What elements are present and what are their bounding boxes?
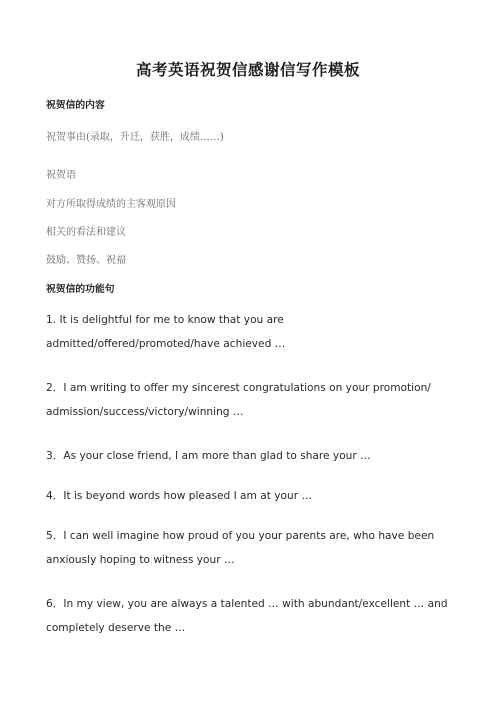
section-heading-phrases: 祝贺信的功能句 — [46, 284, 115, 295]
content-item: 祝贺事由(录取，升迁，获胜，成绩……) — [46, 132, 224, 143]
document-title: 高考英语祝贺信感谢信写作模板 — [135, 61, 360, 79]
section-heading-content: 祝贺信的内容 — [46, 100, 105, 111]
content-item: 祝贺语 — [46, 170, 76, 181]
phrase-item: 3．As your close friend, I am more than glad to share your … — [46, 450, 371, 462]
content-item: 相关的看法和建议 — [46, 227, 126, 238]
phrase-item: 1. It is delightful for me to know that you are admitted/offered/promoted/have achieved … — [46, 314, 286, 350]
phrase-item: 6．In my view, you are always a talented … with abundant/excellent … and completely deserve the … — [46, 598, 448, 634]
phrase-item: 2．I am writing to offer my sincerest congratulations on your promotion/ admission/success/victory/winning … — [46, 382, 431, 418]
content-item: 鼓励、赞扬、祝福 — [46, 255, 126, 266]
phrase-item: 4．It is beyond words how pleased I am at your … — [46, 490, 313, 502]
content-item: 对方所取得成绩的主客观原因 — [46, 199, 176, 210]
phrase-item: 5．I can well imagine how proud of you your parents are, who have been anxiously hoping to witness your … — [46, 530, 435, 566]
